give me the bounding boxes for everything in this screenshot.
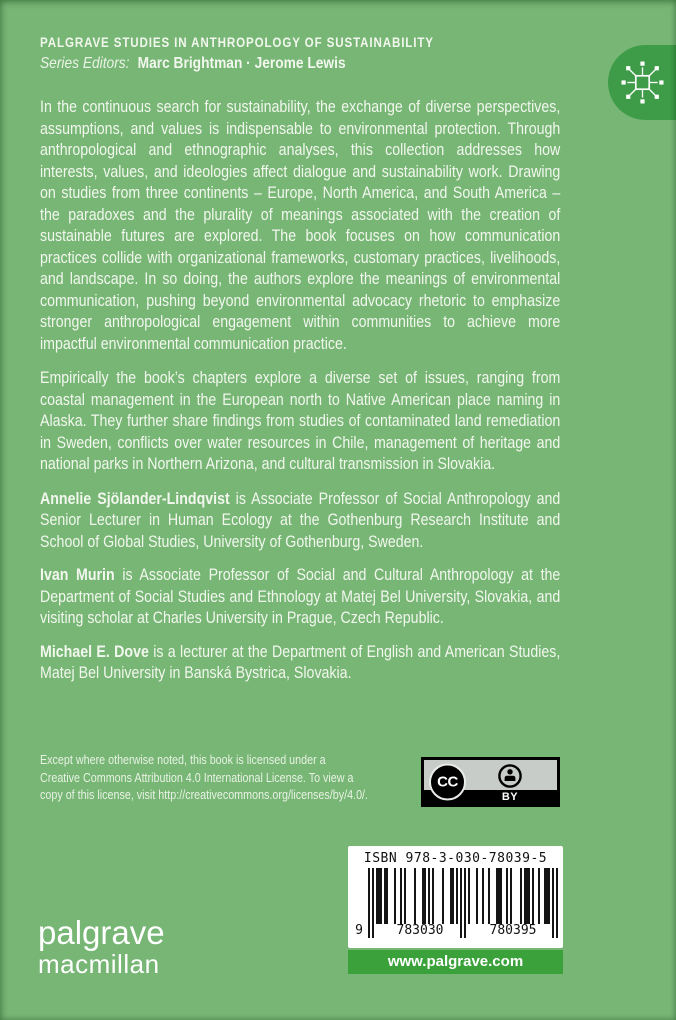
author-bio-1: [40, 489, 560, 554]
series-editors-names: Marc Brightman · Jerome Lewis: [137, 55, 346, 72]
series-header: [40, 35, 599, 73]
macmillan-wordmark: macmillan: [38, 949, 160, 979]
license-text: Except where otherwise noted, this book is licensed under a Creative Commons Attribution 4.0 International License. To view a copy of this license, visit http://creativecommons.org/licenses/by/4.0/.: [40, 753, 369, 802]
palgrave-wordmark: palgrave: [38, 914, 165, 951]
author-name-3: Michael E. Dove: [40, 642, 149, 661]
cc-logo-icon: CC: [429, 764, 466, 801]
description-paragraph-2: Empirically the book’s chapters explore a diverse set of issues, ranging from coastal management in the European north to Native American place naming in Alaska. They further share findings from studies of contaminated land remediation in Sweden, conflicts over water resources in Chile, management of heritage and national parks in Northern Arizona, and cultural transmission in Slovakia.: [40, 369, 561, 473]
series-title: PALGRAVE STUDIES IN ANTHROPOLOGY OF SUSTAINABILITY: [40, 35, 434, 50]
isbn-label: ISBN 978-3-030-78039-5: [363, 851, 548, 866]
author-bio-2: [40, 565, 560, 630]
blurb: [40, 97, 560, 697]
author-bio-3-text: is a lecturer at the Department of English and American Studies, Matej Bel University in Banská Bystrica, Slovakia.: [40, 642, 561, 682]
publisher-logo: [38, 916, 165, 978]
cc-by-label: BY: [501, 791, 519, 803]
barcode-digits-left: 783030: [382, 924, 458, 938]
isbn-barcode-panel: [348, 846, 563, 948]
website-bar: www.palgrave.com: [348, 950, 563, 974]
author-bio-3: [40, 642, 560, 685]
author-name-1: Annelie Sjölander-Lindqvist: [40, 489, 230, 508]
series-editors-label: Series Editors:: [40, 55, 130, 72]
author-name-2: Ivan Murin: [40, 566, 115, 584]
cc-by-badge: [421, 757, 560, 807]
network-nodes-icon: [619, 59, 666, 106]
series-logo-badge: [608, 45, 676, 120]
barcode-digit-prefix: 9: [352, 924, 366, 938]
barcode-digits-right: 780395: [475, 924, 551, 938]
description-paragraph-1: In the continuous search for sustainability, the exchange of diverse perspectives, assumptions, and values is indispensable to environmental protection. Through anthropological and ethnographic analyses, this collection addresses how interests, values, and ideologies affect dialogue and sustainability work. Drawing on studies from three continents – Europe, North America, and South America – the paradoxes and the plurality of meanings associated with the creation of sustainable futures are explored. The book focuses on how communication practices collide with organizational frameworks, customary practices, livelihoods, and landscape. In so doing, the authors explore the meanings of environmental communication, pushing beyond environmental advocacy rhetoric to emphasize stronger anthropological engagement within communities to achieve more impactful environmental communication practice.: [40, 98, 561, 353]
series-editors-line: [40, 55, 599, 73]
author-bio-2-text: is Associate Professor of Social and Cultural Anthropology at the Department of Social Studies and Ethnology at Matej Bel University, Slovakia, and visiting scholar at Charles University in Prague, Czech Republic.: [40, 566, 561, 627]
author-bio-1-text: is Associate Professor of Social Anthropology and Senior Lecturer in Human Ecology at the Gothenburg Research Institute and School of Global Studies, University of Gothenburg, Sweden.: [40, 489, 561, 551]
person-icon: [497, 763, 523, 789]
